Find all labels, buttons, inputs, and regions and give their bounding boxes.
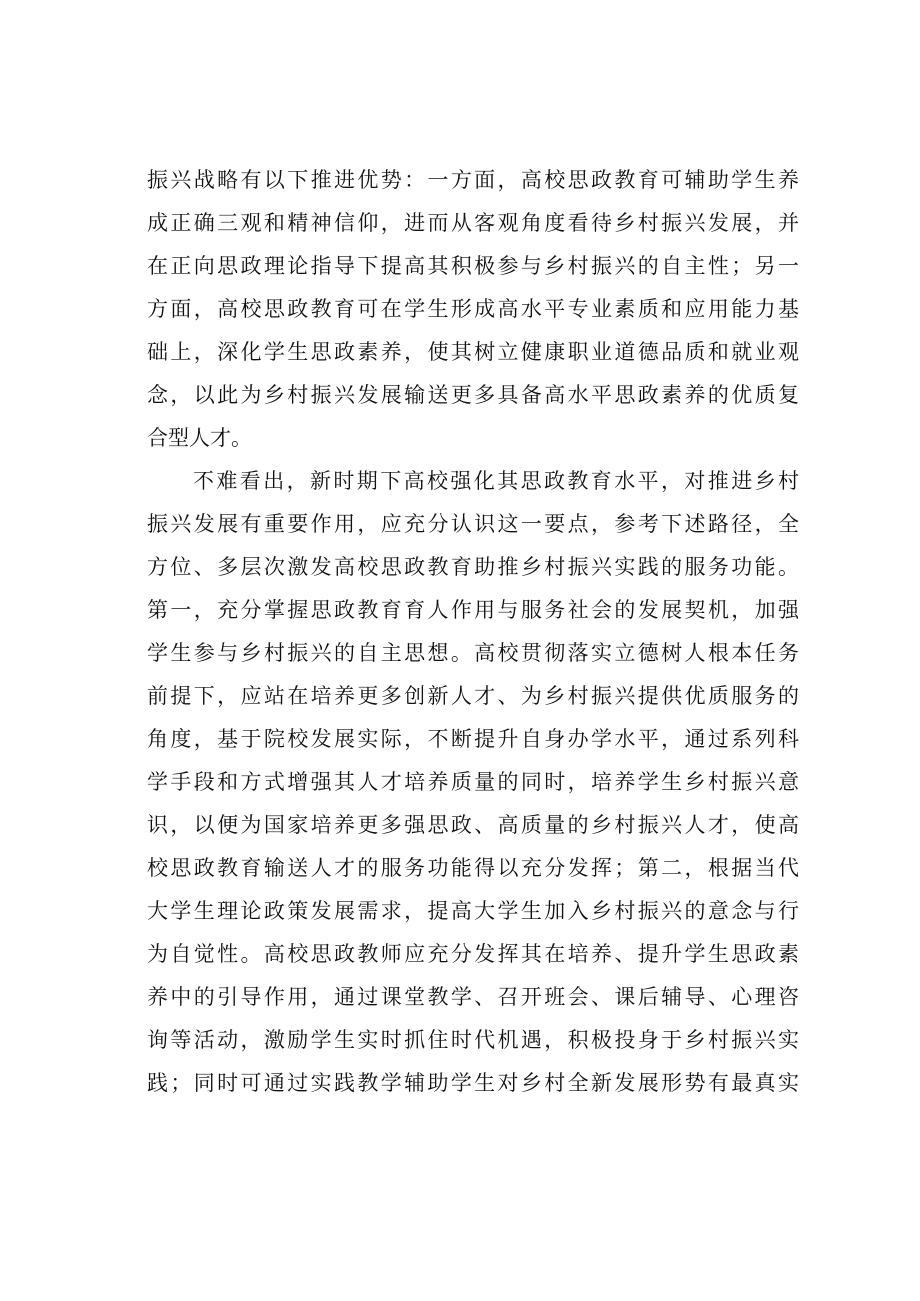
text-line: 角度，基于院校发展实际，不断提升自身办学水平，通过系列科 [147, 727, 799, 751]
text-line: 践；同时可通过实践教学辅助学生对乡村全新发展形势有最真实 [147, 1071, 799, 1095]
text-line: 不难看出，新时期下高校强化其思政教育水平，对推进乡村 [193, 469, 799, 493]
text-line: 大学生理论政策发展需求，提高大学生加入乡村振兴的意念与行 [147, 899, 799, 923]
text-line: 方面，高校思政教育可在学生形成高水平专业素质和应用能力基 [147, 297, 799, 321]
text-line: 振兴战略有以下推进优势：一方面，高校思政教育可辅助学生养 [147, 168, 799, 192]
text-line: 方位、多层次激发高校思政教育助推乡村振兴实践的服务功能。 [147, 555, 799, 579]
text-line: 养中的引导作用，通过课堂教学、召开班会、课后辅导、心理咨 [147, 985, 799, 1009]
text-line: 成正确三观和精神信仰，进而从客观角度看待乡村振兴发展，并 [147, 211, 799, 235]
text-line: 振兴发展有重要作用，应充分认识这一要点，参考下述路径，全 [147, 512, 799, 536]
text-line: 合型人才。 [147, 426, 252, 450]
text-line: 第一，充分掌握思政教育育人作用与服务社会的发展契机，加强 [147, 598, 799, 622]
text-line: 识，以便为国家培养更多强思政、高质量的乡村振兴人才，使高 [147, 813, 799, 837]
text-line: 础上，深化学生思政素养，使其树立健康职业道德品质和就业观 [147, 340, 799, 364]
text-line: 前提下，应站在培养更多创新人才、为乡村振兴提供优质服务的 [147, 684, 799, 708]
text-line: 念，以此为乡村振兴发展输送更多具备高水平思政素养的优质复 [147, 383, 799, 407]
text-line: 在正向思政理论指导下提高其积极参与乡村振兴的自主性；另一 [147, 254, 799, 278]
text-line: 询等活动，激励学生实时抓住时代机遇，积极投身于乡村振兴实 [147, 1028, 799, 1052]
text-line: 为自觉性。高校思政教师应充分发挥其在培养、提升学生思政素 [147, 942, 799, 966]
text-line: 学手段和方式增强其人才培养质量的同时，培养学生乡村振兴意 [147, 770, 799, 794]
text-line: 学生参与乡村振兴的自主思想。高校贯彻落实立德树人根本任务 [147, 641, 799, 665]
text-line: 校思政教育输送人才的服务功能得以充分发挥；第二，根据当代 [147, 856, 799, 880]
